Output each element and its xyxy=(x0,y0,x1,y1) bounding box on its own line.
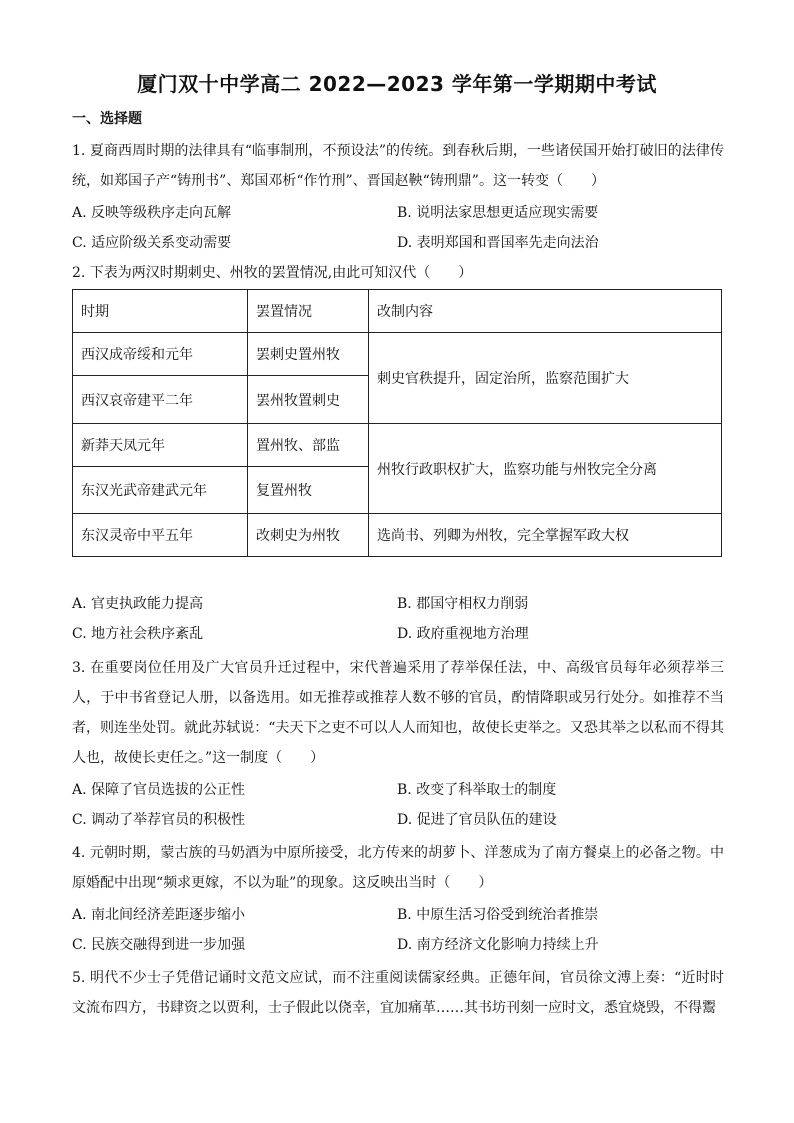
table-cell-merged: 选尚书、列卿为州牧，完全掌握军政大权 xyxy=(369,514,722,557)
exam-title: 厦门双十中学高二 2022—2023 学年第一学期期中考试 xyxy=(137,72,657,96)
table-row xyxy=(73,514,722,557)
question-2-table xyxy=(72,289,722,557)
table-cell-merged: 刺史官秩提升，固定治所，监察范围扩大 xyxy=(369,333,722,424)
table-header-cell: 改制内容 xyxy=(369,290,722,333)
section-heading: 一、选择题 xyxy=(72,111,142,127)
q1-option-d: D. 表明郑国和晋国率先走向法治 xyxy=(397,235,599,251)
table-cell: 东汉灵帝中平五年 xyxy=(73,514,248,557)
question-3-stem: 3. 在重要岗位任用及广大官员升迁过程中，宋代普遍采用了荐举保任法，中、高级官员每年必须荐举三人，于中书省登记人册，以备选用。如无推荐或推荐人数不够的官员，酌情降职或另行处分。如推荐不当者，则连坐处罚。就此苏轼说：“夫天下之吏不可以人人而知也，故使长吏举之。又恐其举之以私而不得其人也，故使长吏任之。”这一制度（ ） xyxy=(72,660,724,766)
table-cell: 西汉哀帝建平二年 xyxy=(73,376,248,424)
table-cell: 新莽天凤元年 xyxy=(73,424,248,467)
q3-option-b: B. 改变了科举取士的制度 xyxy=(397,782,557,798)
table-header-row xyxy=(73,290,722,333)
table-cell: 罢刺史置州牧 xyxy=(248,333,369,376)
q1-option-a: A. 反映等级秩序走向瓦解 xyxy=(72,205,232,221)
q1-option-b: B. 说明法家思想更适应现实需要 xyxy=(397,205,599,221)
question-5-stem: 5. 明代不少士子凭借记诵时文范文应试，而不注重阅读儒家经典。正德年间，官员徐文溥上奏：“近时时文流布四方，书肆资之以贾利，士子假此以侥幸，宜加痛革……其书坊刊刻一应时文，悉宜烧毁，不得鬻 xyxy=(72,970,724,1016)
table-row xyxy=(73,424,722,467)
table-cell-merged: 州牧行政职权扩大，监察功能与州牧完全分离 xyxy=(369,424,722,514)
table-row xyxy=(73,333,722,376)
question-4-stem: 4. 元朝时期，蒙古族的马奶酒为中原所接受，北方传来的胡萝卜、洋葱成为了南方餐桌上的必备之物。中原婚配中出现“频求更嫁，不以为耻”的现象。这反映出当时（ ） xyxy=(72,845,724,891)
table-cell: 改刺史为州牧 xyxy=(248,514,369,557)
q3-option-d: D. 促进了官员队伍的建设 xyxy=(397,812,557,828)
table-cell: 置州牧、部监 xyxy=(248,424,369,467)
table-cell: 复置州牧 xyxy=(248,467,369,514)
q2-option-d: D. 政府重视地方治理 xyxy=(397,626,529,642)
table-header-cell: 时期 xyxy=(73,290,248,333)
q2-option-c: C. 地方社会秩序紊乱 xyxy=(72,626,204,642)
q4-option-a: A. 南北间经济差距逐步缩小 xyxy=(72,907,246,923)
q4-option-d: D. 南方经济文化影响力持续上升 xyxy=(397,937,599,953)
q4-option-c: C. 民族交融得到进一步加强 xyxy=(72,937,246,953)
q3-option-a: A. 保障了官员选拔的公正性 xyxy=(72,782,246,798)
question-2-stem: 2. 下表为两汉时期刺史、州牧的罢置情况,由此可知汉代（ ） xyxy=(72,265,473,281)
q2-option-a: A. 官吏执政能力提高 xyxy=(72,596,204,612)
q2-option-b: B. 郡国守相权力削弱 xyxy=(397,596,529,612)
q1-option-c: C. 适应阶级关系变动需要 xyxy=(72,235,232,251)
table-cell: 东汉光武帝建武元年 xyxy=(73,467,248,514)
q3-option-c: C. 调动了举荐官员的积极性 xyxy=(72,812,246,828)
question-1-stem: 1. 夏商西周时期的法律具有“临事制刑，不预设法”的传统。到春秋后期，一些诸侯国开始打破旧的法律传统，如郑国子产“铸刑书”、郑国邓析“作竹刑”、晋国赵鞅“铸刑鼎”。这一转变（ ） xyxy=(72,143,724,189)
table-header-cell: 罢置情况 xyxy=(248,290,369,333)
table-cell: 西汉成帝绥和元年 xyxy=(73,333,248,376)
table-cell: 罢州牧置刺史 xyxy=(248,376,369,424)
q4-option-b: B. 中原生活习俗受到统治者推崇 xyxy=(397,907,599,923)
